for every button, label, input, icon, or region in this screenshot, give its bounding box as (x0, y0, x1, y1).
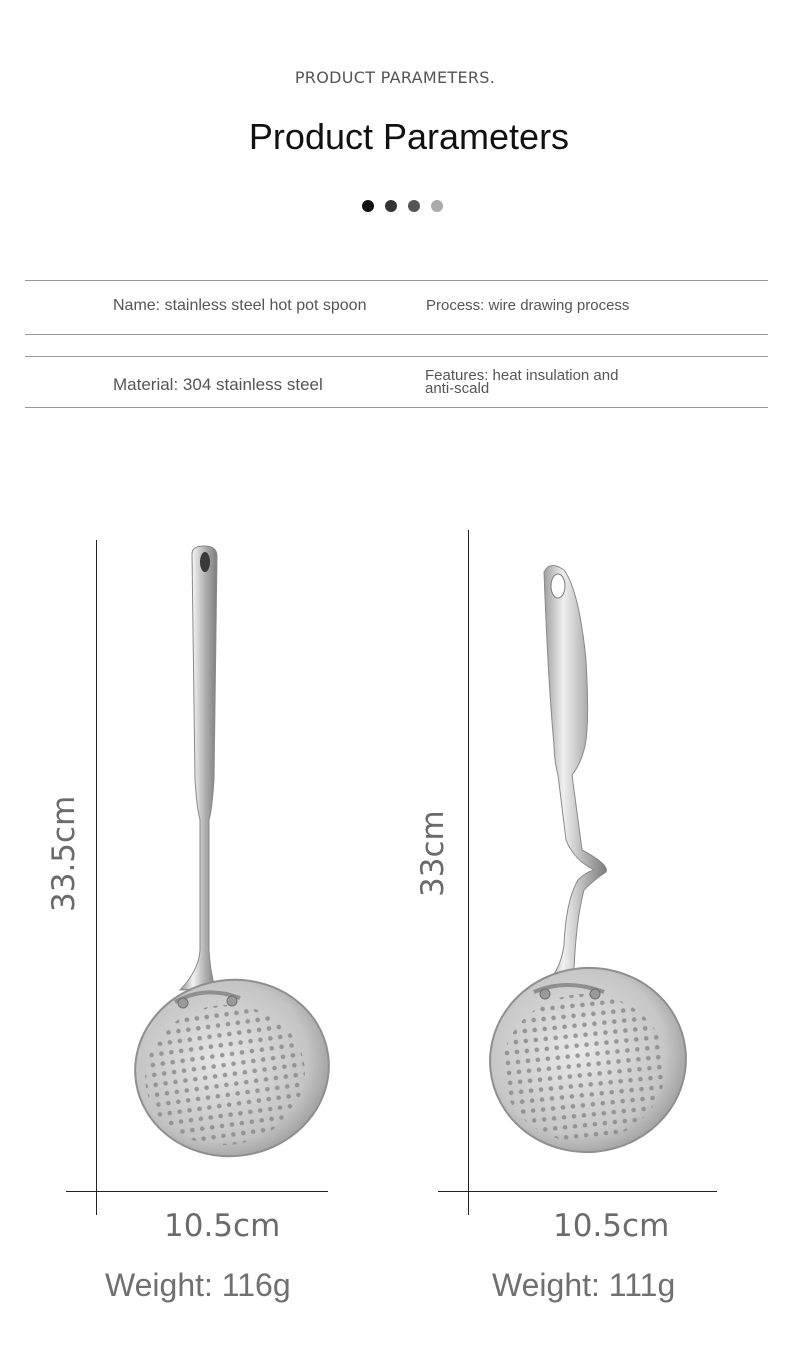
width-label-1: 10.5cm (164, 1208, 281, 1244)
dot-1 (362, 200, 374, 212)
carousel-dots (362, 200, 443, 214)
divider-4 (25, 407, 768, 408)
height-axis-2 (468, 530, 469, 1215)
width-label-2: 10.5cm (553, 1208, 670, 1244)
dot-3 (408, 200, 420, 212)
param-features (425, 369, 665, 395)
param-process: Process: wire drawing process (426, 297, 630, 314)
divider-2 (25, 334, 768, 335)
height-axis-1 (96, 540, 97, 1215)
param-features-line-2: anti-scald (425, 380, 490, 397)
param-name: Name: stainless steel hot pot spoon (113, 297, 367, 314)
divider-3 (25, 356, 768, 357)
divider-1 (25, 280, 768, 281)
height-label-2: 33cm (415, 810, 451, 897)
param-material: Material: 304 stainless steel (113, 375, 323, 394)
weight-label-2: Weight: 111g (492, 1267, 676, 1303)
skimmer-spoon-image-2 (484, 560, 704, 1180)
dot-4 (431, 200, 443, 212)
width-axis-1 (66, 1191, 328, 1192)
height-label-1: 33.5cm (46, 795, 82, 912)
page-title: Product Parameters (248, 116, 570, 157)
weight-label-1: Weight: 116g (105, 1267, 291, 1303)
width-axis-2 (438, 1191, 717, 1192)
param-features-line-1: Features: heat insulation and (425, 367, 619, 384)
dot-2 (385, 200, 397, 212)
section-subtitle: PRODUCT PARAMETERS. (294, 68, 496, 87)
skimmer-spoon-image-1 (120, 540, 350, 1180)
